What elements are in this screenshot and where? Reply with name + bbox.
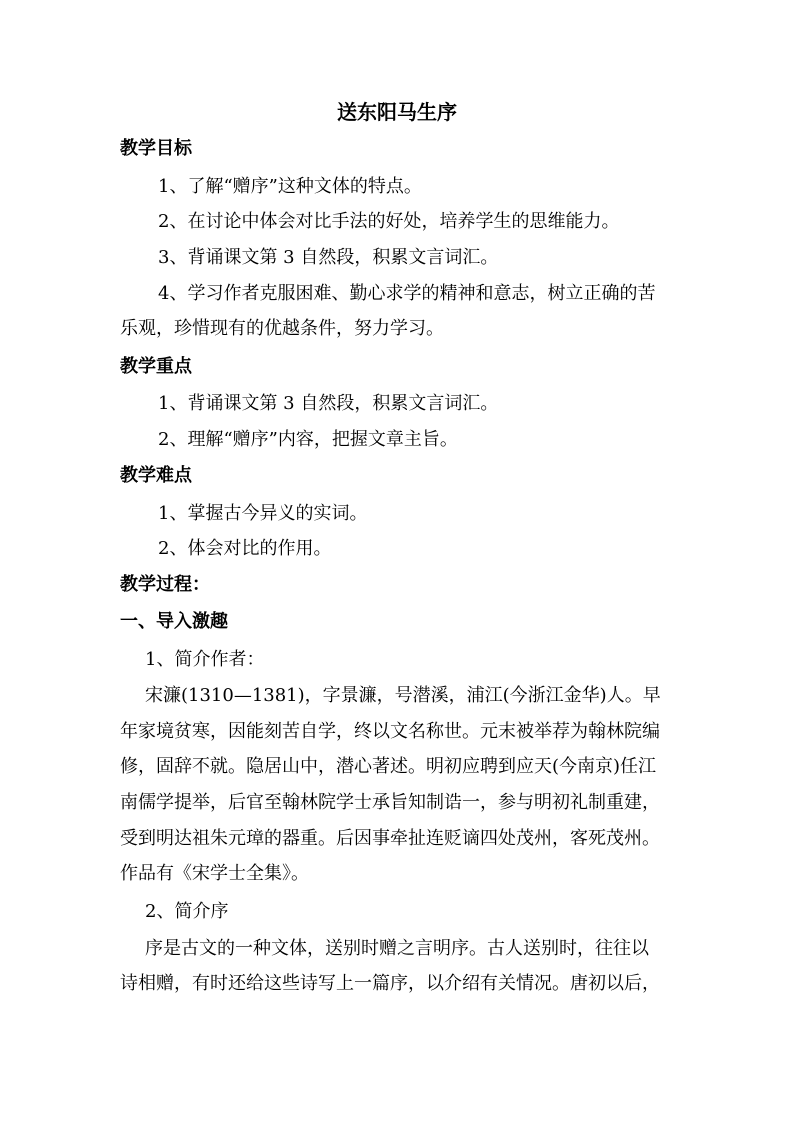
author-intro-line: 南儒学提举，后官至翰林院学士承旨知制诰一，参与明初礼制重建， <box>120 792 660 813</box>
difficulty-item: 2、体会对比的作用。 <box>158 538 332 559</box>
author-intro-line: 修，固辞不就。隐居山中，潜心著述。明初应聘到应天(今南京)任江 <box>120 756 657 777</box>
preface-intro-line: 序是古文的一种文体，送别时赠之言明序。古人送别时，往往以 <box>145 938 649 959</box>
preface-intro-label: 2、简介序 <box>145 901 229 922</box>
author-intro-label: 1、简介作者： <box>145 649 265 670</box>
key-points-heading: 教学重点 <box>120 356 192 377</box>
difficulties-heading: 教学难点 <box>120 465 192 486</box>
process-heading: 教学过程： <box>120 574 210 595</box>
objective-item-continuation: 乐观，珍惜现有的优越条件，努力学习。 <box>120 318 444 339</box>
document-title: 送东阳马生序 <box>337 100 457 124</box>
author-intro-line: 作品有《宋学士全集》。 <box>120 863 309 884</box>
key-point-item: 1、背诵课文第 3 自然段，积累文言词汇。 <box>158 393 499 414</box>
objectives-heading: 教学目标 <box>120 138 192 159</box>
objective-item: 2、在讨论中体会对比手法的好处，培养学生的思维能力。 <box>158 211 620 232</box>
objective-item: 1、了解“赠序”这种文体的特点。 <box>158 176 422 197</box>
author-intro-line: 年家境贫寒，因能刻苦自学，终以文名称世。元末被举荐为翰林院编 <box>120 721 660 742</box>
difficulty-item: 1、掌握古今异义的实词。 <box>158 503 368 524</box>
section-heading: 一、导入激趣 <box>120 611 228 632</box>
objective-item: 4、学习作者克服困难、勤心求学的精神和意志，树立正确的苦 <box>158 283 656 304</box>
author-intro-line: 宋濂(1310—1381)，字景濂，号潜溪，浦江(今浙江金华)人。早 <box>145 685 661 706</box>
key-point-item: 2、理解“赠序”内容，把握文章主旨。 <box>158 429 458 450</box>
preface-intro-line: 诗相赠，有时还给这些诗写上一篇序，以介绍有关情况。唐初以后， <box>120 973 660 994</box>
author-intro-line: 受到明达祖朱元璋的器重。后因事牵扯连贬谪四处茂州，客死茂州。 <box>120 828 660 849</box>
objective-item: 3、背诵课文第 3 自然段，积累文言词汇。 <box>158 247 499 268</box>
